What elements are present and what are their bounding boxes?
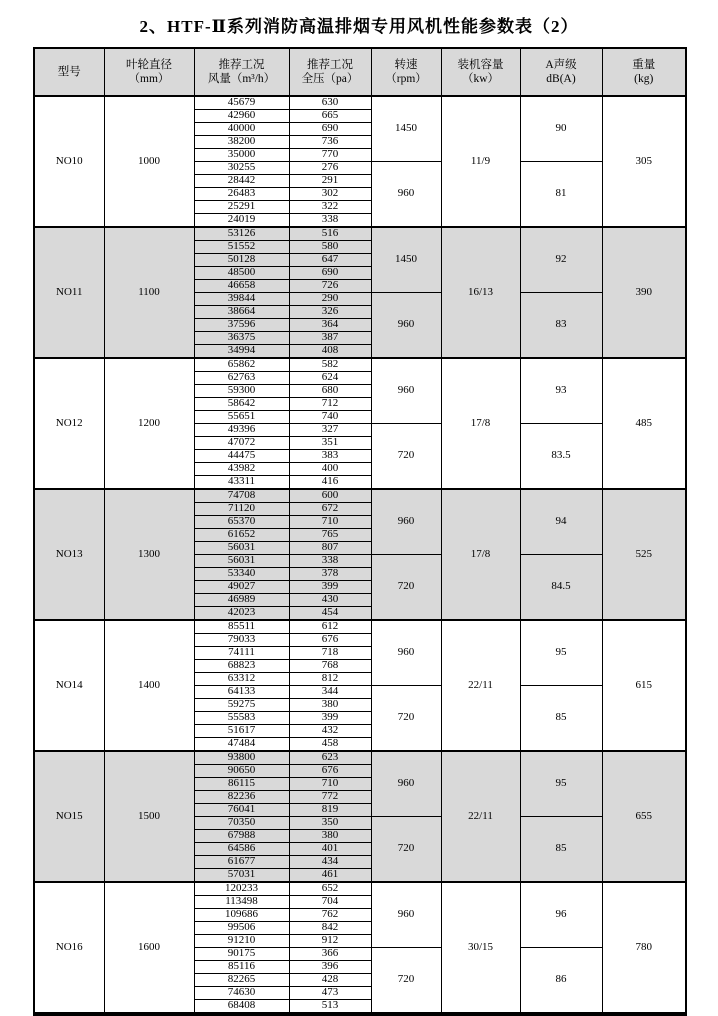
full-pressure-cell: 768 [289,660,371,673]
air-volume-cell: 61652 [194,529,289,542]
full-pressure-cell: 338 [289,555,371,568]
full-pressure-cell: 623 [289,751,371,765]
air-volume-cell: 68408 [194,1000,289,1015]
air-volume-cell: 48500 [194,267,289,280]
air-volume-cell: 49027 [194,581,289,594]
air-volume-cell: 45679 [194,96,289,110]
full-pressure-cell: 351 [289,437,371,450]
full-pressure-cell: 399 [289,712,371,725]
speed-cell: 720 [371,555,441,621]
full-pressure-cell: 401 [289,843,371,856]
air-volume-cell: 38200 [194,136,289,149]
capacity-cell: 17/8 [441,358,520,489]
capacity-cell: 17/8 [441,489,520,620]
full-pressure-cell: 458 [289,738,371,752]
air-volume-cell: 39844 [194,293,289,306]
air-volume-cell: 25291 [194,201,289,214]
air-volume-cell: 109686 [194,909,289,922]
air-volume-cell: 50128 [194,254,289,267]
full-pressure-cell: 428 [289,974,371,987]
air-volume-cell: 24019 [194,214,289,228]
weight-cell: 390 [602,227,686,358]
air-volume-cell: 85116 [194,961,289,974]
air-volume-cell: 62763 [194,372,289,385]
air-volume-cell: 90175 [194,948,289,961]
air-volume-cell: 58642 [194,398,289,411]
full-pressure-cell: 652 [289,882,371,896]
noise-level-cell: 95 [520,620,602,686]
speed-cell: 1450 [371,227,441,293]
full-pressure-cell: 672 [289,503,371,516]
data-row [34,620,686,634]
full-pressure-cell: 676 [289,634,371,647]
capacity-cell: 22/11 [441,620,520,751]
air-volume-cell: 113498 [194,896,289,909]
full-pressure-cell: 600 [289,489,371,503]
full-pressure-cell: 350 [289,817,371,830]
air-volume-cell: 64133 [194,686,289,699]
speed-cell: 960 [371,620,441,686]
speed-cell: 960 [371,162,441,228]
column-header-3: 推荐工况 全压（pa） [289,48,371,96]
full-pressure-cell: 612 [289,620,371,634]
noise-level-cell: 86 [520,948,602,1015]
full-pressure-cell: 772 [289,791,371,804]
full-pressure-cell: 690 [289,267,371,280]
column-header-6: A声级 dB(A) [520,48,602,96]
data-row [34,227,686,241]
full-pressure-cell: 513 [289,1000,371,1015]
air-volume-cell: 82236 [194,791,289,804]
full-pressure-cell: 380 [289,830,371,843]
full-pressure-cell: 338 [289,214,371,228]
column-header-2: 推荐工况 风量（m³/h） [194,48,289,96]
full-pressure-cell: 647 [289,254,371,267]
air-volume-cell: 64586 [194,843,289,856]
air-volume-cell: 67988 [194,830,289,843]
air-volume-cell: 56031 [194,542,289,555]
speed-cell: 720 [371,948,441,1015]
air-volume-cell: 68823 [194,660,289,673]
column-header-5: 装机容量 （kw） [441,48,520,96]
full-pressure-cell: 765 [289,529,371,542]
air-volume-cell: 74708 [194,489,289,503]
weight-cell: 485 [602,358,686,489]
column-header-7: 重量 (kg) [602,48,686,96]
air-volume-cell: 46658 [194,280,289,293]
noise-level-cell: 83.5 [520,424,602,490]
diameter-cell: 1300 [104,489,194,620]
full-pressure-cell: 807 [289,542,371,555]
model-cell: NO12 [34,358,104,489]
air-volume-cell: 90650 [194,765,289,778]
full-pressure-cell: 366 [289,948,371,961]
full-pressure-cell: 434 [289,856,371,869]
speed-cell: 960 [371,358,441,424]
air-volume-cell: 86115 [194,778,289,791]
air-volume-cell: 59300 [194,385,289,398]
air-volume-cell: 40000 [194,123,289,136]
noise-level-cell: 93 [520,358,602,424]
air-volume-cell: 65370 [194,516,289,529]
full-pressure-cell: 665 [289,110,371,123]
full-pressure-cell: 302 [289,188,371,201]
diameter-cell: 1000 [104,96,194,227]
diameter-cell: 1600 [104,882,194,1014]
air-volume-cell: 43311 [194,476,289,490]
air-volume-cell: 53340 [194,568,289,581]
header-row [34,48,686,96]
full-pressure-cell: 291 [289,175,371,188]
full-pressure-cell: 762 [289,909,371,922]
full-pressure-cell: 704 [289,896,371,909]
air-volume-cell: 26483 [194,188,289,201]
full-pressure-cell: 718 [289,647,371,660]
full-pressure-cell: 430 [289,594,371,607]
diameter-cell: 1200 [104,358,194,489]
capacity-cell: 30/15 [441,882,520,1014]
noise-level-cell: 96 [520,882,602,948]
weight-cell: 525 [602,489,686,620]
column-header-1: 叶轮直径 （mm） [104,48,194,96]
noise-level-cell: 85 [520,817,602,883]
noise-level-cell: 92 [520,227,602,293]
air-volume-cell: 74111 [194,647,289,660]
noise-level-cell: 85 [520,686,602,752]
air-volume-cell: 42960 [194,110,289,123]
noise-level-cell: 90 [520,96,602,162]
model-cell: NO15 [34,751,104,882]
diameter-cell: 1400 [104,620,194,751]
capacity-cell: 22/11 [441,751,520,882]
full-pressure-cell: 400 [289,463,371,476]
diameter-cell: 1500 [104,751,194,882]
full-pressure-cell: 812 [289,673,371,686]
air-volume-cell: 63312 [194,673,289,686]
full-pressure-cell: 327 [289,424,371,437]
air-volume-cell: 46989 [194,594,289,607]
air-volume-cell: 82265 [194,974,289,987]
noise-level-cell: 95 [520,751,602,817]
data-row [34,489,686,503]
full-pressure-cell: 710 [289,516,371,529]
air-volume-cell: 34994 [194,345,289,359]
speed-cell: 720 [371,424,441,490]
air-volume-cell: 38664 [194,306,289,319]
full-pressure-cell: 290 [289,293,371,306]
air-volume-cell: 47484 [194,738,289,752]
weight-cell: 780 [602,882,686,1014]
air-volume-cell: 51552 [194,241,289,254]
full-pressure-cell: 710 [289,778,371,791]
full-pressure-cell: 624 [289,372,371,385]
air-volume-cell: 28442 [194,175,289,188]
full-pressure-cell: 912 [289,935,371,948]
speed-cell: 960 [371,751,441,817]
air-volume-cell: 79033 [194,634,289,647]
full-pressure-cell: 726 [289,280,371,293]
model-cell: NO10 [34,96,104,227]
full-pressure-cell: 380 [289,699,371,712]
air-volume-cell: 71120 [194,503,289,516]
air-volume-cell: 49396 [194,424,289,437]
speed-cell: 1450 [371,96,441,162]
full-pressure-cell: 344 [289,686,371,699]
air-volume-cell: 30255 [194,162,289,175]
noise-level-cell: 83 [520,293,602,359]
speed-cell: 960 [371,882,441,948]
air-volume-cell: 44475 [194,450,289,463]
full-pressure-cell: 712 [289,398,371,411]
full-pressure-cell: 387 [289,332,371,345]
full-pressure-cell: 516 [289,227,371,241]
speed-cell: 720 [371,817,441,883]
air-volume-cell: 76041 [194,804,289,817]
air-volume-cell: 42023 [194,607,289,621]
data-row [34,96,686,110]
air-volume-cell: 61677 [194,856,289,869]
full-pressure-cell: 770 [289,149,371,162]
full-pressure-cell: 416 [289,476,371,490]
air-volume-cell: 36375 [194,332,289,345]
full-pressure-cell: 399 [289,581,371,594]
air-volume-cell: 57031 [194,869,289,883]
full-pressure-cell: 408 [289,345,371,359]
full-pressure-cell: 322 [289,201,371,214]
full-pressure-cell: 690 [289,123,371,136]
noise-level-cell: 84.5 [520,555,602,621]
air-volume-cell: 55651 [194,411,289,424]
model-cell: NO11 [34,227,104,358]
full-pressure-cell: 819 [289,804,371,817]
capacity-cell: 11/9 [441,96,520,227]
model-cell: NO16 [34,882,104,1014]
capacity-cell: 16/13 [441,227,520,358]
air-volume-cell: 120233 [194,882,289,896]
full-pressure-cell: 454 [289,607,371,621]
air-volume-cell: 51617 [194,725,289,738]
full-pressure-cell: 461 [289,869,371,883]
full-pressure-cell: 432 [289,725,371,738]
noise-level-cell: 81 [520,162,602,228]
air-volume-cell: 55583 [194,712,289,725]
full-pressure-cell: 326 [289,306,371,319]
table-body [34,96,686,1014]
air-volume-cell: 56031 [194,555,289,568]
full-pressure-cell: 740 [289,411,371,424]
speed-cell: 720 [371,686,441,752]
full-pressure-cell: 580 [289,241,371,254]
full-pressure-cell: 396 [289,961,371,974]
data-row [34,751,686,765]
full-pressure-cell: 473 [289,987,371,1000]
full-pressure-cell: 364 [289,319,371,332]
fan-performance-table [33,47,687,1016]
air-volume-cell: 37596 [194,319,289,332]
weight-cell: 655 [602,751,686,882]
air-volume-cell: 35000 [194,149,289,162]
speed-cell: 960 [371,293,441,359]
model-cell: NO14 [34,620,104,751]
column-header-0: 型号 [34,48,104,96]
diameter-cell: 1100 [104,227,194,358]
full-pressure-cell: 680 [289,385,371,398]
data-row [34,358,686,372]
model-cell: NO13 [34,489,104,620]
weight-cell: 305 [602,96,686,227]
weight-cell: 615 [602,620,686,751]
air-volume-cell: 43982 [194,463,289,476]
data-row [34,882,686,896]
page-title: 2、HTF-Ⅱ系列消防高温排烟专用风机性能参数表（2） [139,17,579,36]
full-pressure-cell: 378 [289,568,371,581]
air-volume-cell: 53126 [194,227,289,241]
full-pressure-cell: 276 [289,162,371,175]
air-volume-cell: 74630 [194,987,289,1000]
full-pressure-cell: 676 [289,765,371,778]
speed-cell: 960 [371,489,441,555]
air-volume-cell: 59275 [194,699,289,712]
full-pressure-cell: 736 [289,136,371,149]
column-header-4: 转速 （rpm） [371,48,441,96]
air-volume-cell: 93800 [194,751,289,765]
noise-level-cell: 94 [520,489,602,555]
full-pressure-cell: 582 [289,358,371,372]
full-pressure-cell: 630 [289,96,371,110]
air-volume-cell: 85511 [194,620,289,634]
air-volume-cell: 99506 [194,922,289,935]
full-pressure-cell: 383 [289,450,371,463]
air-volume-cell: 65862 [194,358,289,372]
air-volume-cell: 91210 [194,935,289,948]
air-volume-cell: 70350 [194,817,289,830]
air-volume-cell: 47072 [194,437,289,450]
full-pressure-cell: 842 [289,922,371,935]
